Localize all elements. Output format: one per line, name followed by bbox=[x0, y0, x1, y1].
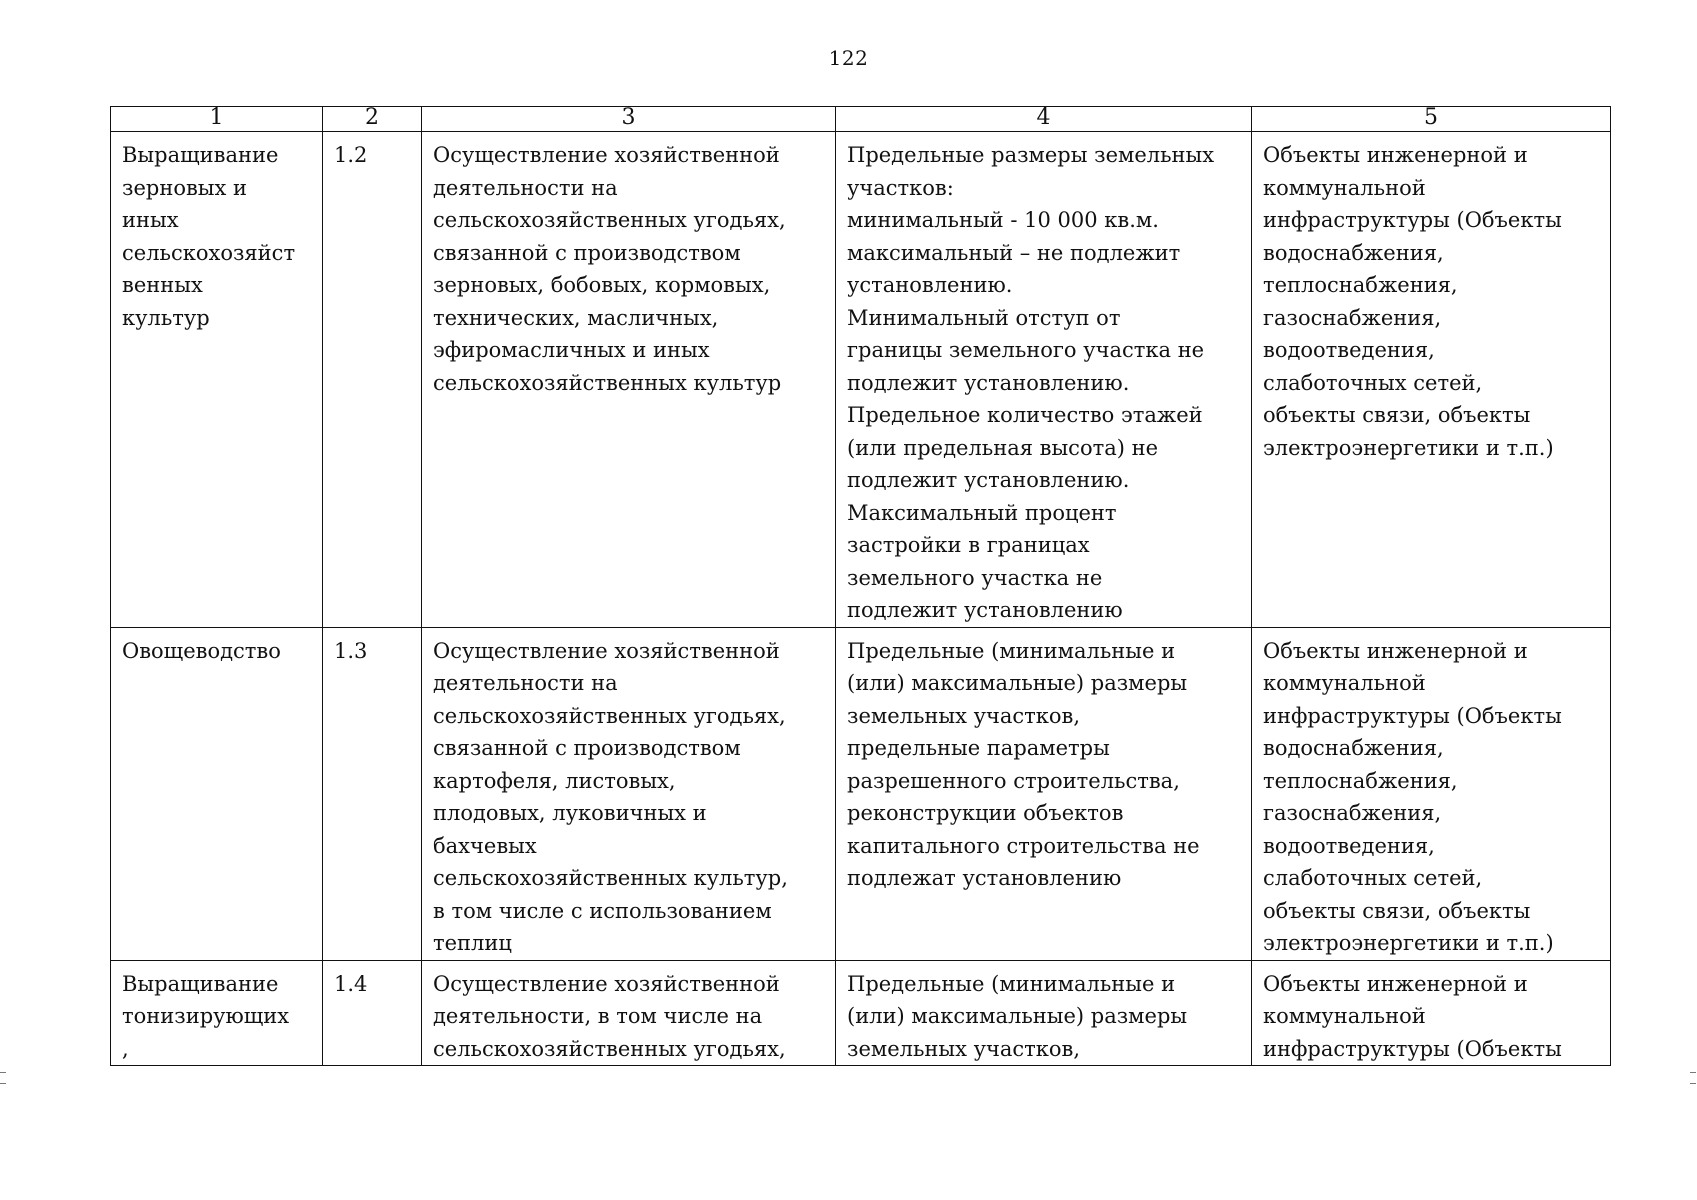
zoning-regulations-table bbox=[110, 106, 1611, 1066]
table-row bbox=[111, 960, 1611, 1066]
column-header-4: 4 bbox=[836, 107, 1252, 132]
column-header-2: 2 bbox=[323, 107, 422, 132]
page-number: 122 bbox=[828, 46, 869, 70]
table-row bbox=[111, 627, 1611, 960]
scan-edge-mark-left bbox=[0, 1072, 6, 1084]
limit-parameters-cell: Предельные (минимальные и (или) максимальные) размеры земельных участков, bbox=[836, 960, 1252, 1066]
land-use-description-cell: Осуществление хозяйственной деятельности на сельскохозяйственных угодьях, связанной с производством картофеля, листовых, плодовых, луковичных и бахчевых сельскохозяйственных культур, в том числе с использованием теплиц bbox=[422, 627, 836, 960]
land-use-name-cell: Выращивание тонизирующих , bbox=[111, 960, 323, 1066]
land-use-name-cell: Овощеводство bbox=[111, 627, 323, 960]
auxiliary-objects-cell: Объекты инженерной и коммунальной инфраструктуры (Объекты водоснабжения, теплоснабжения, газоснабжения, водоотведения, слаботочных сетей, объекты связи, объекты электроэнергетики и т.п.) bbox=[1252, 627, 1611, 960]
column-header-1: 1 bbox=[111, 107, 323, 132]
land-use-code-cell: 1.2 bbox=[323, 132, 422, 628]
land-use-description-cell: Осуществление хозяйственной деятельности, в том числе на сельскохозяйственных угодьях, bbox=[422, 960, 836, 1066]
column-header-5: 5 bbox=[1252, 107, 1611, 132]
table-header-row bbox=[111, 107, 1611, 132]
auxiliary-objects-cell: Объекты инженерной и коммунальной инфраструктуры (Объекты водоснабжения, теплоснабжения, газоснабжения, водоотведения, слаботочных сетей, объекты связи, объекты электроэнергетики и т.п.) bbox=[1252, 132, 1611, 628]
land-use-code-cell: 1.4 bbox=[323, 960, 422, 1066]
scan-edge-mark-right bbox=[1690, 1072, 1696, 1084]
column-header-3: 3 bbox=[422, 107, 836, 132]
auxiliary-objects-cell: Объекты инженерной и коммунальной инфраструктуры (Объекты bbox=[1252, 960, 1611, 1066]
land-use-description-cell: Осуществление хозяйственной деятельности на сельскохозяйственных угодьях, связанной с производством зерновых, бобовых, кормовых, технических, масличных, эфиромасличных и иных сельскохозяйственных культур bbox=[422, 132, 836, 628]
table-row bbox=[111, 132, 1611, 628]
land-use-name-cell: Выращивание зерновых и иных сельскохозяйст венных культур bbox=[111, 132, 323, 628]
land-use-code-cell: 1.3 bbox=[323, 627, 422, 960]
limit-parameters-cell: Предельные (минимальные и (или) максимальные) размеры земельных участков, предельные параметры разрешенного строительства, реконструкции объектов капитального строительства не подлежат установлению bbox=[836, 627, 1252, 960]
limit-parameters-cell: Предельные размеры земельных участков: минимальный - 10 000 кв.м. максимальный – не подлежит установлению. Минимальный отступ от границы земельного участка не подлежит установлению. Предельное количество этажей (или предельная высота) не подлежит установлению. Максимальный процент застройки в границах земельного участка не подлежит установлению bbox=[836, 132, 1252, 628]
